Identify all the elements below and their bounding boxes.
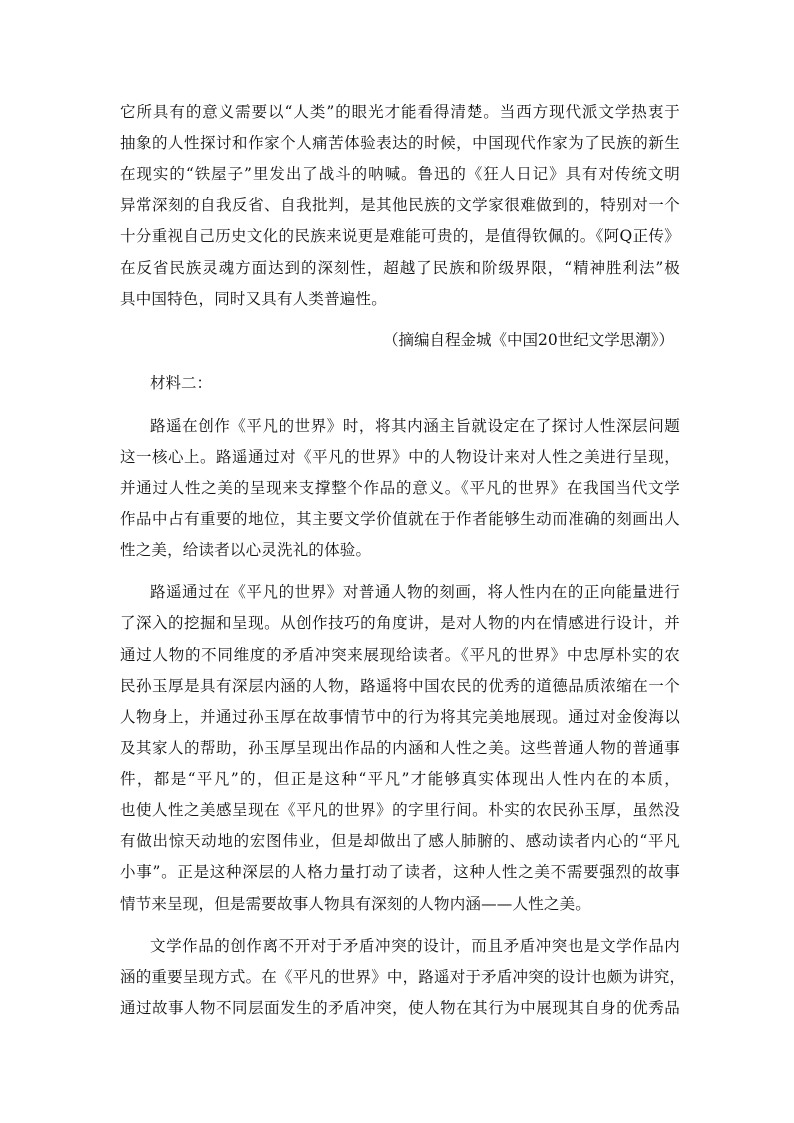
text-line: 通过故事人物不同层面发生的矛盾冲突，使人物在其行为中展现其自身的优秀品 [120, 999, 680, 1017]
text-line: 作品中占有重要的地位，其主要文学价值就在于作者能够生动而准确的刻画出人 [120, 510, 680, 528]
text-line: 十分重视自己历史文化的民族来说更是难能可贵的，是值得钦佩的。《阿Q正传》 [120, 227, 680, 245]
text-line: 小事”。正是这种深层的人格力量打动了读者，这种人性之美不需要强烈的故事 [120, 863, 680, 881]
section-heading: 材料二： [150, 374, 213, 392]
text-line: 情节来呈现，但是需要故事人物具有深刻的人物内涵——人性之美。 [120, 895, 592, 913]
text-line: 有做出惊天动地的宏图伟业，但是却做出了感人肺腑的、感动读者内心的“平凡 [120, 832, 680, 850]
text-line: 在反省民族灵魂方面达到的深刻性，超越了民族和阶级界限，“精神胜利法”极 [120, 259, 680, 277]
text-line: 及其家人的帮助，孙玉厚呈现出作品的内涵和人性之美。这些普通人物的普通事 [120, 739, 680, 757]
text-line: 抽象的人性探讨和作家个人痛苦体验表达的时候，中国现代作家为了民族的新生 [120, 134, 680, 152]
text-line: 人物身上，并通过孙玉厚在故事情节中的行为将其完美地展现。通过对金俊海以 [120, 708, 680, 726]
text-line: 涵的重要呈现方式。在《平凡的世界》中，路遥对于矛盾冲突的设计也颇为讲究， [120, 968, 686, 986]
text-line: 也使人性之美感呈现在《平凡的世界》的字里行间。朴实的农民孙玉厚，虽然没 [120, 801, 680, 819]
text-line: 了深入的挖掘和呈现。从创作技巧的角度讲，是对人物的内在情感进行设计，并 [120, 614, 680, 632]
text-line: 路遥在创作《平凡的世界》时，将其内涵主旨就设定在了探讨人性深层问题 [150, 417, 680, 435]
text-line: 民孙玉厚是具有深层内涵的人物，路遥将中国农民的优秀的道德品质浓缩在一个 [120, 677, 680, 695]
text-line: 路遥通过在《平凡的世界》对普通人物的刻画，将人性内在的正向能量进行 [150, 583, 680, 601]
text-line: 并通过人性之美的呈现来支撑整个作品的意义。《平凡的世界》在我国当代文学 [120, 479, 680, 497]
text-line: 异常深刻的自我反省、自我批判，是其他民族的文学家很难做到的，特别对一个 [120, 196, 680, 214]
text-line: 它所具有的意义需要以“人类”的眼光才能看得清楚。当西方现代派文学热衷于 [120, 103, 680, 121]
text-line: 性之美，给读者以心灵洗礼的体验。 [120, 541, 372, 559]
text-line: 在现实的“铁屋子”里发出了战斗的呐喊。鲁迅的《狂人日记》具有对传统文明 [120, 165, 680, 183]
text-line: 这一核心上。路遥通过对《平凡的世界》中的人物设计来对人性之美进行呈现， [120, 448, 680, 466]
text-line: 件，都是“平凡”的，但正是这种“平凡”才能够真实体现出人性内在的本质， [120, 770, 680, 788]
text-line: 具中国特色，同时又具有人类普遍性。 [120, 290, 387, 308]
text-line: 通过人物的不同维度的矛盾冲突来展现给读者。《平凡的世界》中忠厚朴实的农 [120, 646, 680, 664]
text-line: 文学作品的创作离不开对于矛盾冲突的设计，而且矛盾冲突也是文学作品内 [150, 937, 680, 955]
source-citation: （摘编自程金城《中国20世纪文学思潮》） [383, 331, 674, 349]
